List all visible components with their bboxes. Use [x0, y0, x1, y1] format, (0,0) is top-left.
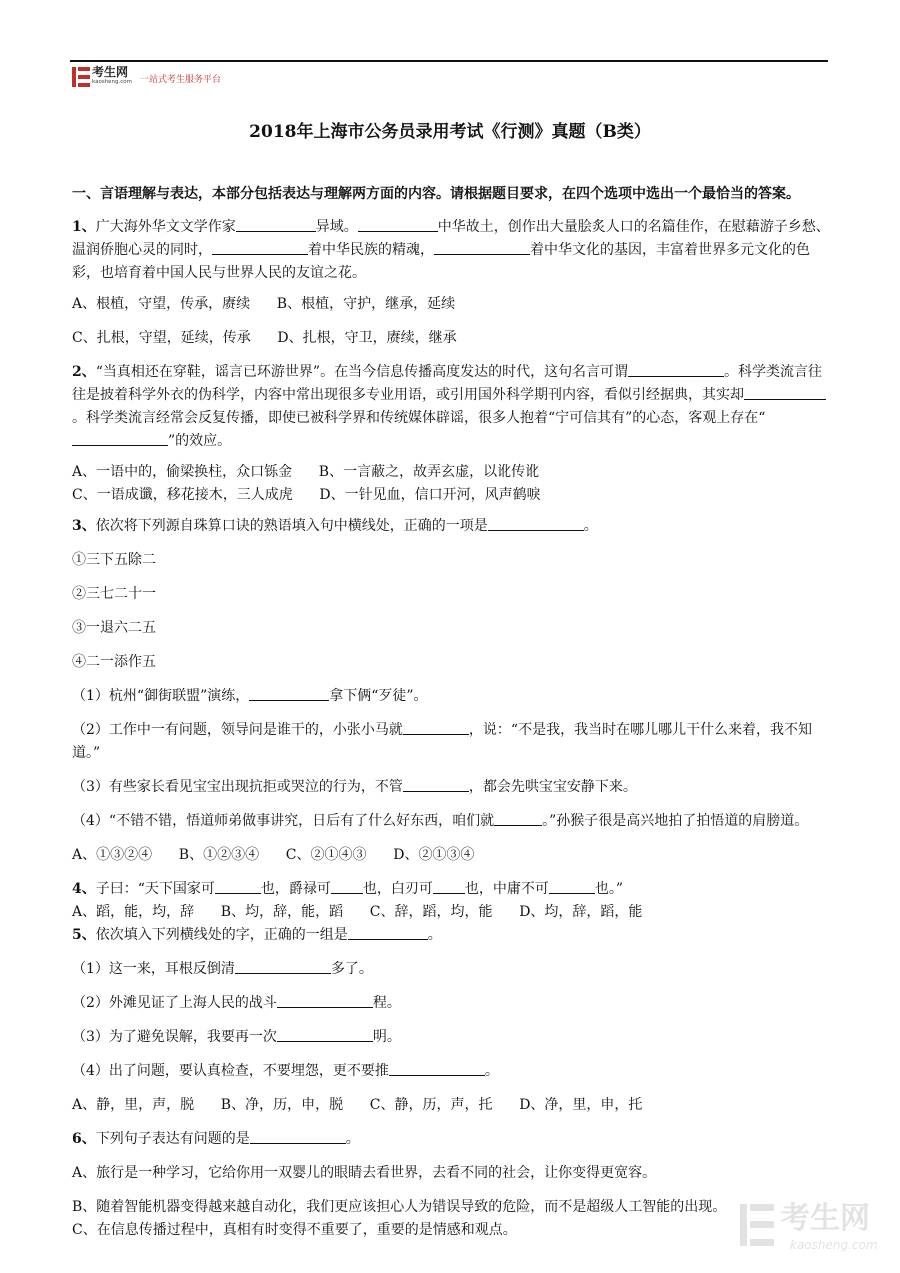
options-line: A、根植，守望，传承，赓续 B、根植，守护，继承，延续 [72, 296, 456, 312]
answer-blank[interactable] [250, 1129, 346, 1144]
question-text: 。 [427, 927, 442, 943]
sentence-text: （3）有些家长看见宝宝出现抗拒或哭泣的行为，不管 [72, 779, 403, 795]
question-text: ”的效应。 [168, 433, 232, 449]
sentence-item [72, 719, 830, 765]
sentence-text: 程。 [372, 995, 401, 1011]
question-1 [72, 216, 830, 285]
watermark-text: 考生网 [780, 1201, 870, 1236]
answer-blank[interactable] [236, 217, 316, 232]
question-text: 也。” [594, 881, 624, 897]
question-6 [72, 1128, 830, 1151]
section-heading: 一、言语理解与表达，本部分包括表达与理解两方面的内容。请根据题目要求，在四个选项中选出一个最恰当的答案。 [72, 186, 800, 202]
idiom-item: ①三下五除二 [72, 552, 156, 568]
question-number: 6、 [72, 1131, 96, 1147]
question-number: 2、 [72, 364, 96, 380]
sentence-text: ，说：“不是我，我当时在哪儿哪儿干什么来着，我不知道。” [72, 722, 813, 761]
sentence-item [72, 958, 830, 981]
question-text: 。 [345, 1131, 360, 1147]
sentence-text: （4）“不错不错，悟道师弟做事讲究，日后有了什么好东西，咱们就 [72, 813, 495, 829]
sentence-text: 拿下俩“歹徒”。 [329, 688, 428, 704]
answer-blank[interactable] [249, 686, 329, 701]
question-text: 也，白刃可 [362, 881, 433, 897]
answer-blank[interactable] [215, 879, 261, 894]
options-line: A、静，里，声，脱 B、净，历，申，脱 C、静，历，声，托 D、净，里，申，托 [72, 1097, 643, 1113]
answer-blank[interactable] [235, 959, 331, 974]
options-line: C、一语成谶，移花接木，三人成虎 D、一针见血，信口开河，风声鹤唳 [72, 487, 541, 503]
sentence-text: （2）外滩见证了上海人民的战斗 [72, 995, 277, 1011]
option-a: A、旅行是一种学习，它给你用一双婴儿的眼睛去看世界，去看不同的社会，让你变得更宽容。 [72, 1165, 657, 1181]
question-4 [72, 878, 830, 901]
header-rule [70, 60, 828, 62]
question-number: 4、 [72, 881, 96, 897]
question-text: 着中华民族的精魂， [308, 242, 434, 258]
question-text: “当真相还在穿鞋，谣言已环游世界”。在当今信息传播高度发达的时代，这句名言可谓 [95, 364, 629, 380]
logo-sub: kaosheng.com [92, 79, 133, 85]
question-text: 依次填入下列横线处的字，正确的一组是 [95, 927, 348, 943]
answer-blank[interactable] [72, 431, 168, 446]
question-5 [72, 924, 830, 947]
question-number: 1、 [72, 219, 96, 235]
answer-blank[interactable] [277, 993, 373, 1008]
answer-blank[interactable] [277, 1027, 373, 1042]
logo-mark-icon [72, 66, 90, 88]
question-text: 也，中庸不可 [464, 881, 549, 897]
watermark-logo-icon [740, 1202, 774, 1248]
answer-blank[interactable] [331, 879, 363, 894]
sentence-text: （1）杭州“御街联盟”演练， [72, 688, 250, 704]
question-number: 3、 [72, 518, 96, 534]
options-line: A、①③②④ B、①②③④ C、②①④③ D、②①③④ [72, 847, 475, 863]
watermark [740, 1200, 890, 1260]
option-c: C、在信息传播过程中，真相有时变得不重要了，重要的是情感和观点。 [72, 1222, 517, 1238]
question-text: 子曰：“天下国家可 [95, 881, 215, 897]
options-line: A、蹈，能，均，辞 B、均，辞，能，蹈 C、辞，蹈，均，能 D、均，辞，蹈，能 [72, 904, 643, 920]
answer-blank[interactable] [358, 217, 438, 232]
page-header [70, 58, 828, 92]
sentence-text: 明。 [372, 1029, 401, 1045]
document-body [72, 183, 830, 1242]
options-line: A、一语中的，偷梁换柱，众口铄金 B、一言蔽之，故弄玄虚，以讹传讹 [72, 464, 540, 480]
sentence-text: （3）为了避免误解，我要再一次 [72, 1029, 277, 1045]
options-line: C、扎根，守望，延续，传承 D、扎根，守卫，赓续，继承 [72, 330, 457, 346]
question-2 [72, 361, 830, 453]
sentence-item [72, 992, 830, 1015]
answer-blank[interactable] [488, 516, 584, 531]
question-3 [72, 515, 830, 538]
sentence-item [72, 685, 830, 708]
question-number: 5、 [72, 927, 96, 943]
sentence-text: （2）工作中一有问题，领导问是谁干的，小张小马就 [72, 722, 403, 738]
logo-text: 考生网 [92, 65, 129, 79]
answer-blank[interactable] [212, 240, 308, 255]
question-text: 依次将下列源自珠算口诀的熟语填入句中横线处，正确的一项是 [95, 518, 488, 534]
sentence-text: ，都会先哄宝宝安静下来。 [468, 779, 637, 795]
answer-blank[interactable] [389, 1061, 485, 1076]
option-b: B、随着智能机器变得越来越自动化，我们更应该担心人为错误导致的危险，而不是超级人工智能的出现。 [72, 1199, 727, 1215]
page-title: 2018年上海市公务员录用考试《行测》真题（B类） [249, 122, 651, 142]
sentence-text: （4）出了问题，要认真检查，不要埋怨，更不要推 [72, 1063, 389, 1079]
question-text: 下列句子表达有问题的是 [95, 1131, 250, 1147]
question-text: 也，爵禄可 [260, 881, 331, 897]
sentence-item [72, 810, 830, 833]
sentence-text: 。 [484, 1063, 499, 1079]
sentence-text: （1）这一来，耳根反倒清 [72, 961, 235, 977]
answer-blank[interactable] [434, 240, 530, 255]
answer-blank[interactable] [403, 777, 469, 792]
answer-blank[interactable] [549, 879, 595, 894]
answer-blank[interactable] [744, 385, 826, 400]
sentence-text: 。”孙猴子很是高兴地拍了拍悟道的肩膀道。 [542, 813, 809, 829]
idiom-item: ②三七二十一 [72, 586, 156, 602]
sentence-item [72, 1026, 830, 1049]
header-slogan: 一站式考生服务平台 [140, 75, 222, 85]
idiom-item: ③一退六二五 [72, 620, 156, 636]
question-text: 。科学类流言往往是披着科学外衣的伪科学，内容中常出现很多专业用语，或引用国外科学期刊内容，看似引经据典，其实却 [72, 364, 823, 403]
answer-blank[interactable] [403, 720, 469, 735]
question-text: 异域。 [315, 219, 358, 235]
watermark-sub: kaosheng.com [790, 1238, 878, 1252]
idiom-item: ④二一添作五 [72, 654, 156, 670]
question-text: 。科学类流言经常会反复传播，即使已被科学界和传统媒体辟谣，很多人抱着“宁可信其有”的心态，客观上存在“ [72, 410, 766, 426]
sentence-item [72, 776, 830, 799]
answer-blank[interactable] [494, 811, 542, 826]
sentence-text: 多了。 [330, 961, 373, 977]
question-text: 广大海外华文文学作家 [95, 219, 236, 235]
answer-blank[interactable] [348, 925, 428, 940]
question-text: 中华故土，创作出大量脍炙人口的名篇佳作，在慰藉游子乡愁、温润侨胞心灵的同时， [72, 219, 830, 258]
answer-blank[interactable] [628, 362, 724, 377]
question-text: 着中华文化的基因，丰富着世界多元文化的色彩，也培育着中国人民与世界人民的友谊之花。 [72, 242, 810, 281]
answer-blank[interactable] [433, 879, 465, 894]
sentence-item [72, 1060, 830, 1083]
question-text: 。 [583, 518, 598, 534]
kaosheng-logo[interactable] [72, 66, 136, 88]
